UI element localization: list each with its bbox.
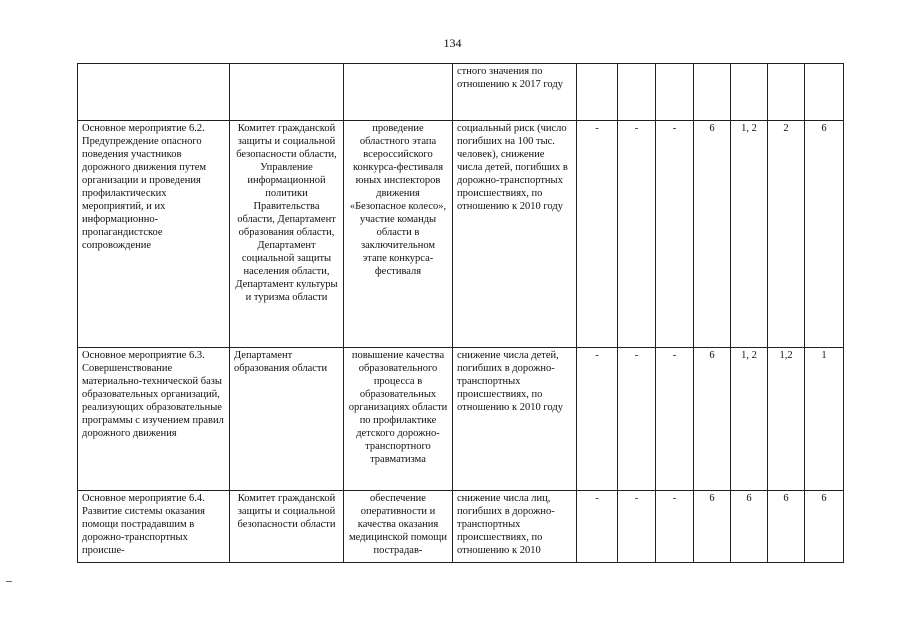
value-cell: 6 [805, 121, 844, 348]
table-row [78, 64, 844, 121]
value-cell: 6 [805, 491, 844, 563]
content-cell: обеспечение оперативности и качества оказания медицинской помощи пострадав- [344, 491, 453, 563]
value-cell: - [656, 491, 694, 563]
value-cell: 1 [805, 348, 844, 491]
value-cell [805, 64, 844, 121]
value-cell: - [618, 121, 656, 348]
activity-cell [78, 64, 230, 121]
value-cell: - [656, 348, 694, 491]
value-cell: 1, 2 [731, 348, 768, 491]
indicator-cell: стного значения по отношению к 2017 году [453, 64, 577, 121]
content-cell: повышение качества образовательного процесса в образовательных организациях области по профилактике детского дорожно-транспортного травматизма [344, 348, 453, 491]
content-cell: проведение областного этапа всероссийского конкурса-фестиваля юных инспекторов движения «Безопасное колесо», участие команды области в заключительном этапе конкурса-фестиваля [344, 121, 453, 348]
table-row [78, 121, 844, 348]
value-cell [731, 64, 768, 121]
indicator-cell: снижение числа лиц, погибших в дорожно-транспортных происшествиях, по отношению к 2010 [453, 491, 577, 563]
value-cell: - [577, 348, 618, 491]
value-cell [618, 64, 656, 121]
content-cell [344, 64, 453, 121]
indicator-cell: снижение числа детей, погибших в дорожно-транспортных происшествиях, по отношению к 2010 году [453, 348, 577, 491]
activity-cell: Основное мероприятие 6.4. Развитие системы оказания помощи пострадавшим в дорожно-транспортных происше- [78, 491, 230, 563]
value-cell: - [577, 491, 618, 563]
value-cell: 2 [768, 121, 805, 348]
value-cell: 6 [694, 121, 731, 348]
indicator-cell: социальный риск (число погибших на 100 тыс. человек), снижение числа детей, погибших в дорожно-транспортных происшествиях, по отношению к 2010 году [453, 121, 577, 348]
value-cell: 6 [768, 491, 805, 563]
executor-cell: Департамент образования области [230, 348, 344, 491]
value-cell: 6 [694, 491, 731, 563]
value-cell: 1, 2 [731, 121, 768, 348]
value-cell: - [618, 348, 656, 491]
value-cell: - [577, 121, 618, 348]
program-activities-table [77, 63, 844, 563]
table-row [78, 491, 844, 563]
table-row [78, 348, 844, 491]
value-cell: - [656, 121, 694, 348]
executor-cell: Комитет гражданской защиты и социальной безопасности области, Управление информационной политики Правительства области, Департамент образования области, Департамент социальной защиты населения области, Департамент культуры и туризма области [230, 121, 344, 348]
margin-mark [6, 581, 12, 582]
value-cell: 1,2 [768, 348, 805, 491]
value-cell [694, 64, 731, 121]
page-number: 134 [443, 36, 462, 50]
value-cell [768, 64, 805, 121]
value-cell [577, 64, 618, 121]
executor-cell [230, 64, 344, 121]
value-cell: 6 [731, 491, 768, 563]
activity-cell: Основное мероприятие 6.3. Совершенствование материально-технической базы образовательных организаций, реализующих образовательные программы с изучением правил дорожного движения [78, 348, 230, 491]
value-cell: 6 [694, 348, 731, 491]
value-cell [656, 64, 694, 121]
value-cell: - [618, 491, 656, 563]
activity-cell: Основное мероприятие 6.2. Предупреждение опасного поведения участников дорожного движения путем организации и проведения профилактических мероприятий, и их информационно-пропагандистское сопровождение [78, 121, 230, 348]
executor-cell: Комитет гражданской защиты и социальной безопасности области [230, 491, 344, 563]
